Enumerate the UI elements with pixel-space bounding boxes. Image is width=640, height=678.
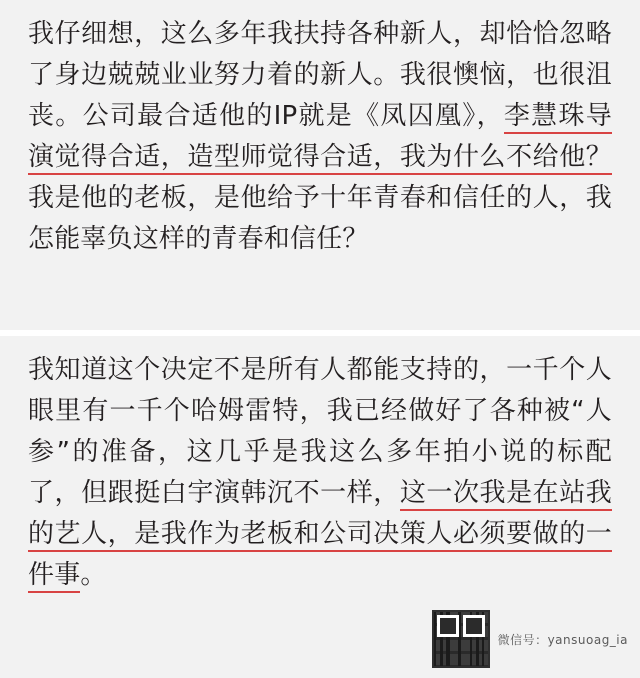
paragraph-1-segment-plain-1: 我仔细想，这么多年我扶持各种新人，却恰恰忽略了身边兢兢业业努力着的新人。我很懊恼，也很沮丧。公司最合适他的IP就是《凤囚凰》， bbox=[28, 19, 612, 131]
paragraph-1-segment-underlined: 李慧珠导演觉得合适，造型师觉得合适，我为什么不给他？ bbox=[28, 101, 612, 175]
paragraph-1-segment-plain-2: 我是他的老板，是他给予十年青春和信任的人，我怎能辜负这样的青春和信任？ bbox=[28, 183, 612, 254]
paragraph-2-segment-underlined: 这一次我是在站我的艺人，是我作为老板和公司决策人必须要做的一件事 bbox=[28, 478, 612, 593]
text-block-1 bbox=[0, 0, 640, 330]
paragraph-1 bbox=[28, 14, 612, 260]
qr-code-icon bbox=[432, 610, 490, 668]
paragraph-2 bbox=[28, 350, 612, 596]
paragraph-2-segment-plain-2: 。 bbox=[80, 560, 107, 590]
watermark-caption: 微信号：yansuoag_ia bbox=[497, 632, 628, 647]
watermark bbox=[432, 610, 628, 668]
paragraph-2-segment-plain-1: 我知道这个决定不是所有人都能支持的，一千个人眼里有一千个哈姆雷特，我已经做好了各种被“人参”的准备，这几乎是我这么多年拍小说的标配了，但跟挺白宇演韩沉不一样， bbox=[28, 355, 612, 508]
